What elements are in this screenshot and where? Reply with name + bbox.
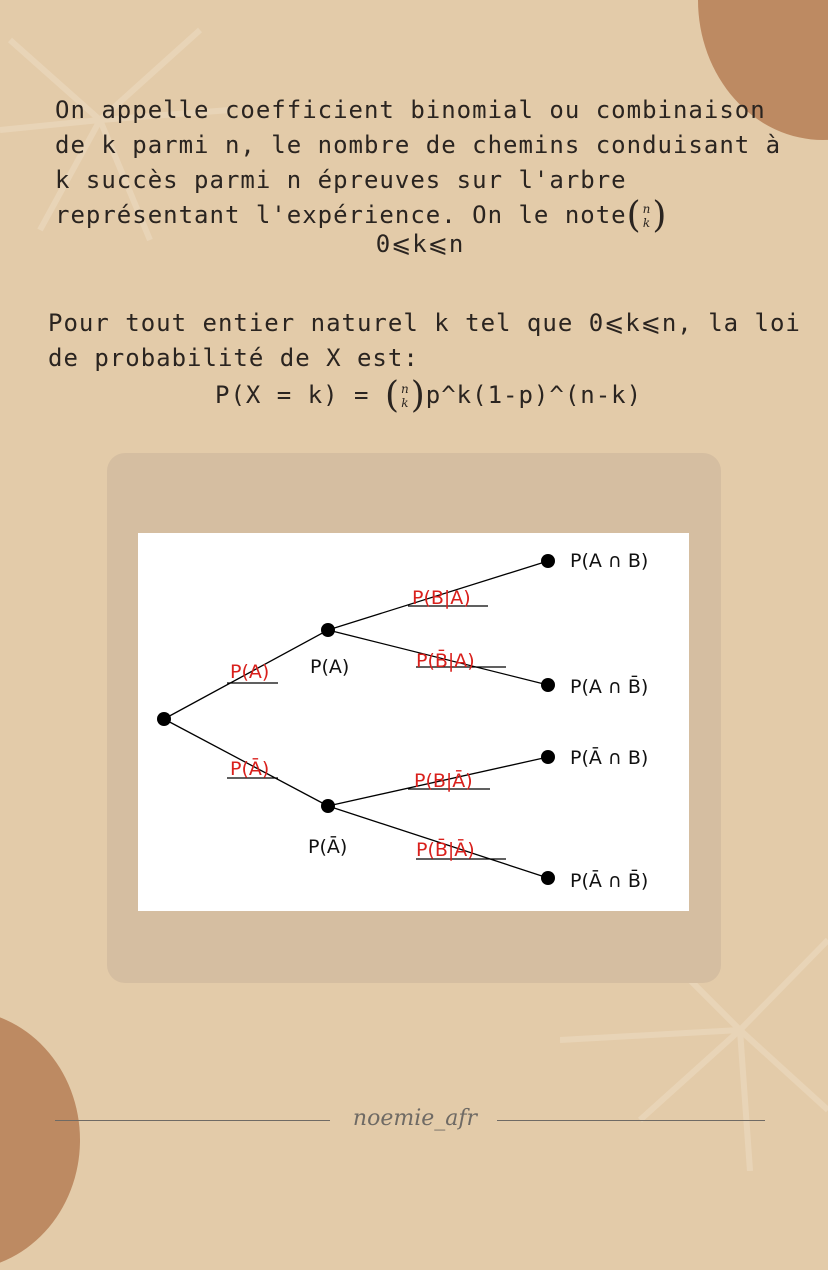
node-root: [157, 712, 171, 726]
node-AbarB: [541, 750, 555, 764]
label-first-A: P(A): [230, 661, 270, 683]
footer-divider-right: [497, 1120, 765, 1121]
node-ABbar: [541, 678, 555, 692]
formula-left: P(X = k) =: [215, 381, 370, 409]
definition-line-4-text: représentant l'expérience. On le note: [55, 201, 627, 229]
tree-nodes: [157, 554, 555, 885]
binom-bottom: k: [642, 216, 652, 230]
outcome-A-and-B: P(A ∩ B): [570, 550, 649, 572]
definition-line-3: k succès parmi n épreuves sur l'arbre: [55, 166, 627, 194]
label-Bbar-given-A: P(B̄|A): [416, 650, 475, 672]
node-A: [321, 623, 335, 637]
outcome-A-and-Bbar: P(A ∩ B̄): [570, 676, 649, 698]
label-first-Abar: P(Ā): [230, 758, 270, 780]
k-range: 0⩽k⩽n: [375, 230, 465, 258]
probability-tree-svg: [138, 533, 689, 911]
node-label-Abar: P(Ā): [308, 836, 348, 858]
node-AB: [541, 554, 555, 568]
binom-top: n: [642, 202, 652, 216]
node-Abar: [321, 799, 335, 813]
definition-line-1: On appelle coefficient binomial ou combinaison: [55, 96, 766, 124]
binomial-formula: [215, 375, 643, 416]
outcome-Abar-and-B: P(Ā ∩ B): [570, 747, 649, 769]
footer-divider-left: [55, 1120, 330, 1121]
label-B-given-Abar: P(B|Ā): [414, 770, 473, 792]
formula-binom-bottom: k: [401, 396, 410, 410]
law-line-1: Pour tout entier naturel k tel que 0⩽k⩽n, la loi: [48, 309, 801, 337]
law-line-2: de probabilité de X est:: [48, 344, 419, 372]
binomial-symbol: ( n k ): [626, 195, 668, 236]
node-label-A: P(A): [310, 656, 350, 678]
definition-line-4: [55, 195, 781, 236]
formula-right: p^k(1-p)^(n-k): [425, 381, 643, 409]
author-signature: noemie_afr: [352, 1106, 478, 1131]
label-B-given-A: P(B|A): [412, 587, 471, 609]
law-paragraph: [48, 306, 801, 376]
formula-binom-top: n: [401, 382, 410, 396]
outcome-Abar-and-Bbar: P(Ā ∩ B̄): [570, 870, 649, 892]
node-AbarBbar: [541, 871, 555, 885]
definition-paragraph: [55, 93, 781, 234]
label-Bbar-given-Abar: P(B̄|Ā): [416, 839, 475, 861]
definition-line-2: de k parmi n, le nombre de chemins conduisant à: [55, 131, 782, 159]
probability-tree: [138, 533, 689, 911]
corner-decoration-bottom-left: [0, 1010, 80, 1270]
formula-binomial-symbol: ( n k ): [384, 375, 426, 416]
